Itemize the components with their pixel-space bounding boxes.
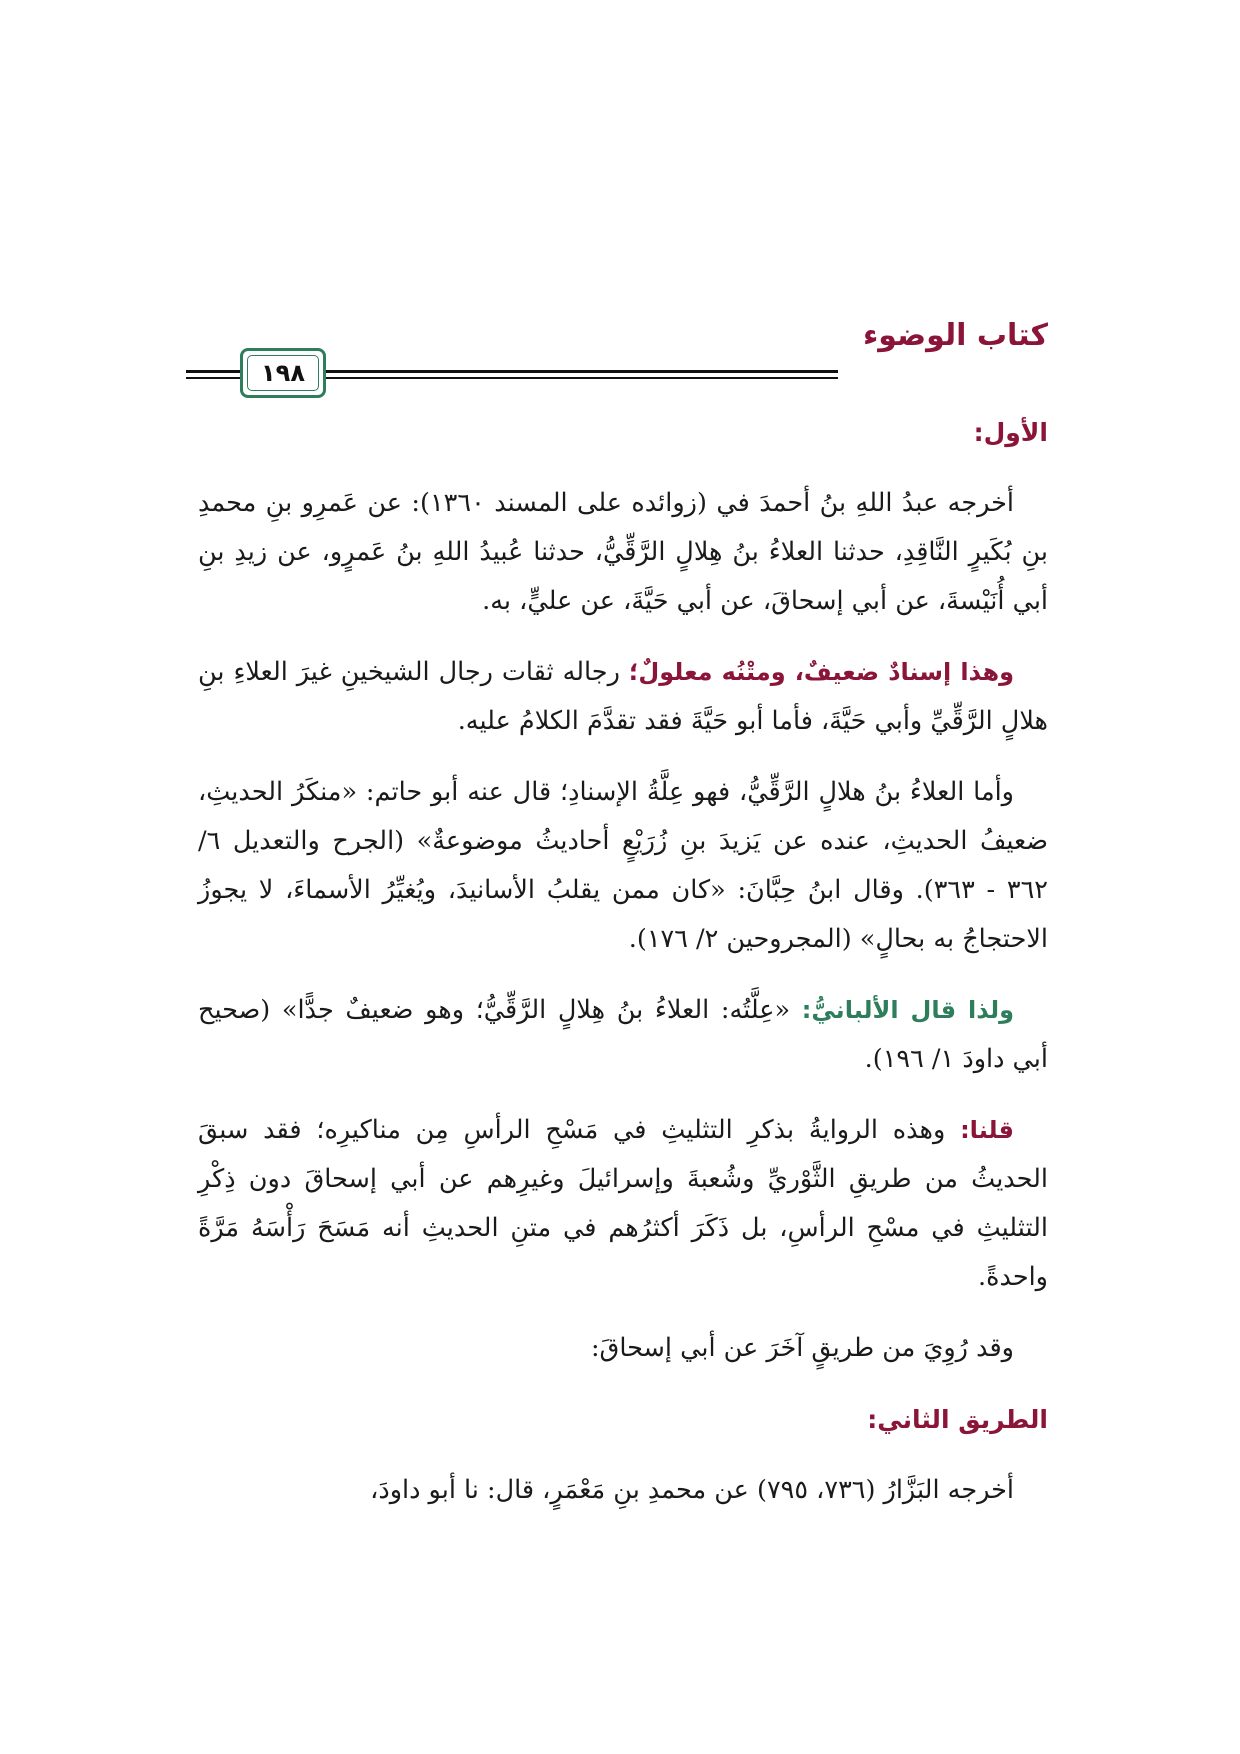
paragraph: وأما العلاءُ بنُ هلالٍ الرَّقِّيُّ، فهو عِلَّةُ الإسنادِ؛ قال عنه أبو حاتم: «منكَرُ الحديثِ، ضعيفُ الحديثِ، عنده عن يَزيدَ بنِ زُرَيْعٍ أحاديثُ موضوعةٌ» (الجرح والتعديل ٦/ ٣٦٢ - ٣٦٣). وقال ابنُ حِبَّانَ: «كان ممن يقلبُ الأسانيدَ، ويُغيِّرُ الأسماءَ، لا يجوزُ الاحتجاجُ به بحالٍ» (المجروحين ٢/ ١٧٦). xyxy=(198,777,1048,954)
header-rule xyxy=(186,370,232,373)
page-number-badge xyxy=(240,348,326,398)
section-heading-first: الأول: xyxy=(973,418,1048,447)
paragraph xyxy=(198,648,1048,746)
paragraph-text: رجاله ثقات رجال الشيخينِ غيرَ العلاءِ بنِ هلالٍ الرَّقِّيِّ وأبي حَيَّةَ، فأما أبو حَيَّةَ فقد تقدَّمَ الكلامُ عليه. xyxy=(198,657,1048,736)
section-heading-second: الطريق الثاني: xyxy=(867,1405,1048,1434)
paragraph: أخرجه عبدُ اللهِ بنُ أحمدَ في (زوائده على المسند ١٣٦٠): عن عَمرِو بنِ محمدِ بنِ بُكَيرٍ النَّاقِدِ، حدثنا العلاءُ بنُ هِلالٍ الرَّقِّيُّ، حدثنا عُبيدُ اللهِ بنُ عَمرٍو، عن زيدِ بنِ أبي أُنَيْسةَ، عن أبي إسحاقَ، عن أبي حَيَّةَ، عن عليٍّ، به. xyxy=(198,488,1048,616)
authors-label: قلنا: xyxy=(960,1116,1014,1144)
page-number: ١٩٨ xyxy=(261,359,305,387)
page-body xyxy=(198,408,1048,1537)
scholar-label: ولذا قال الألبانيُّ: xyxy=(801,996,1015,1024)
paragraph xyxy=(198,1106,1048,1302)
paragraph-text: «عِلَّتُه: العلاءُ بنُ هِلالٍ الرَّقِّيُّ؛ وهو ضعيفٌ جدًّا» (صحيح أبي داودَ ١/ ١٩٦). xyxy=(198,995,1048,1074)
paragraph: وقد رُوِيَ من طريقٍ آخَرَ عن أبي إسحاقَ: xyxy=(590,1333,1014,1363)
verdict-label: وهذا إسنادٌ ضعيفٌ، ومتْنُه معلولٌ؛ xyxy=(628,658,1015,686)
paragraph xyxy=(198,986,1048,1084)
page-header xyxy=(198,318,1048,398)
header-rule xyxy=(186,377,232,379)
paragraph: أخرجه البَزَّارُ (٧٣٦، ٧٩٥) عن محمدِ بنِ مَعْمَرٍ، قال: نا أبو داودَ، xyxy=(370,1475,1014,1505)
paragraph-text: وهذه الروايةُ بذكرِ التثليثِ في مَسْحِ الرأسِ مِن مناكيرِه؛ فقد سبقَ الحديثُ من طريقِ الثَّوْريِّ وشُعبةَ وإسرائيلَ وغيرِهم عن أبي إسحاقَ دون ذِكْرِ التثليثِ في مسْحِ الرأسِ، بل ذَكَرَ أكثرُهم في متنِ الحديثِ أنه مَسَحَ رَأْسَهُ مَرَّةً واحدةً. xyxy=(198,1115,1048,1292)
book-title: كتاب الوضوء xyxy=(862,318,1048,353)
